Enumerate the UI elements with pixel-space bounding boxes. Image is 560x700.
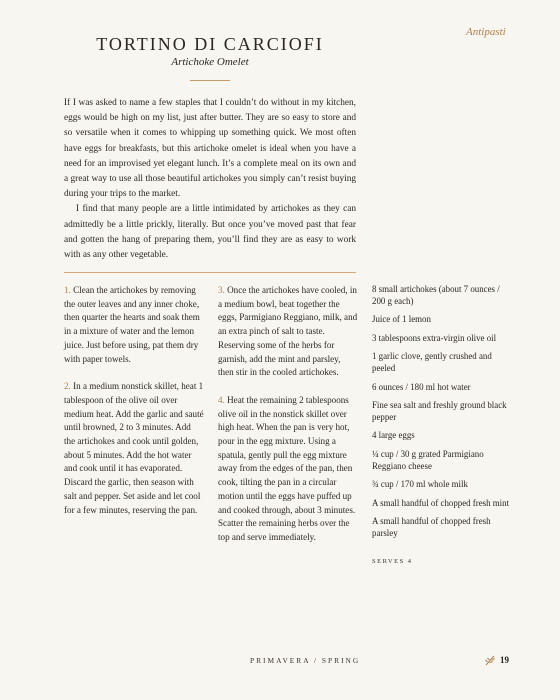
recipe-title: TORTINO DI CARCIOFI	[96, 34, 324, 54]
intro-text	[64, 96, 356, 263]
step-number: 2.	[64, 381, 71, 392]
ingredient-item: Juice of 1 lemon	[372, 314, 431, 325]
ingredient-item: 6 ounces / 180 ml hot water	[372, 381, 471, 392]
method-column-1	[64, 284, 204, 531]
ingredient-item: ¾ cup / 170 ml whole milk	[372, 479, 468, 490]
title-rule	[190, 80, 230, 81]
ingredient-item: A small handful of chopped fresh parsley	[372, 516, 491, 538]
section-divider	[64, 272, 356, 273]
method-column-2	[218, 284, 358, 559]
step-number: 1.	[64, 285, 71, 295]
recipe-subtitle: Artichoke Omelet	[171, 56, 249, 68]
intro-paragraph: I find that many people are a little intimidated by artichokes as they can admittedly be a little prickly, literally. But once you’ve moved past that fear and gotten the hang of preparing them, you’ll find they are as easy to work with as any other vegetable.	[64, 204, 356, 261]
serves-count: SERVES 4	[372, 557, 413, 565]
ingredient-item: 1 garlic clove, gently crushed and peeled	[372, 351, 492, 373]
step-number: 4.	[218, 394, 225, 405]
page-number: 19	[500, 655, 509, 665]
method-step	[64, 380, 204, 517]
step-text: Heat the remaining 2 tablespoons olive oil in the nonstick skillet over high heat. When the pan is very hot, pour in the egg mixture. Using a spatula, gently pull the egg mixture away from the edges of the pan, then cook, tilting the pan in a circular motion until the eggs have puffed up and cooked through, about 3 minutes. Scatter the remaining herbs over the top and serve immediately.	[218, 394, 356, 542]
ingredient-item: 8 small artichokes (about 7 ounces / 200 g each)	[372, 284, 500, 306]
ingredient-item: 4 large eggs	[372, 430, 415, 441]
ingredient-item: Fine sea salt and freshly ground black pepper	[372, 400, 507, 422]
step-text: Once the artichokes have cooled, in a medium bowl, beat together the eggs, Parmigiano Reggiano, milk, and an extra pinch of salt to taste. Reserving some of the herbs for garnish, add the mint and parsley, then stir in the cooled artichokes.	[218, 285, 358, 378]
ingredient-item: A small handful of chopped fresh mint	[372, 497, 510, 508]
footer-section: PRIMAVERA / SPRING	[250, 656, 361, 665]
method-step	[218, 284, 358, 380]
step-number: 3.	[218, 285, 225, 295]
step-text: In a medium nonstick skillet, heat 1 tablespoon of the olive oil over medium heat. Add the garlic and sauté until browned, 2 to 3 minutes. Add the artichokes and cook until golden, about 5 minutes. Add the hot water and cook until it has evaporated. Discard the garlic, then season with salt and pepper. Set aside and let cool for a few minutes, reserving the pan.	[64, 381, 204, 515]
step-text: Clean the artichokes by removing the outer leaves and any inner choke, then quarter the hearts and soak them in a mixture of water and the lemon juice. Just before using, pat them dry with paper towels.	[64, 285, 200, 364]
ingredient-item: ¼ cup / 30 g grated Parmigiano Reggiano cheese	[372, 448, 484, 471]
ingredient-item: 3 tablespoons extra-virgin olive oil	[372, 332, 497, 343]
method-step	[64, 284, 204, 366]
section-tag: Antipasti	[466, 26, 506, 38]
method-step	[218, 394, 358, 545]
intro-paragraph: If I was asked to name a few staples that I couldn’t do without in my kitchen, eggs would be high on my list, just after butter. They are so easy to store and so versatile when it comes to whipping up something quick. We most often have eggs for breakfasts, but this artichoke omelet is ideal when you have a need for an improvised yet elegant lunch. It’s a complete meal on its own and a great way to use all those beautiful artichokes you simply can’t resist buying during your trips to the market.	[64, 98, 356, 200]
ingredient-list	[372, 284, 512, 567]
sprig-icon	[484, 654, 496, 666]
